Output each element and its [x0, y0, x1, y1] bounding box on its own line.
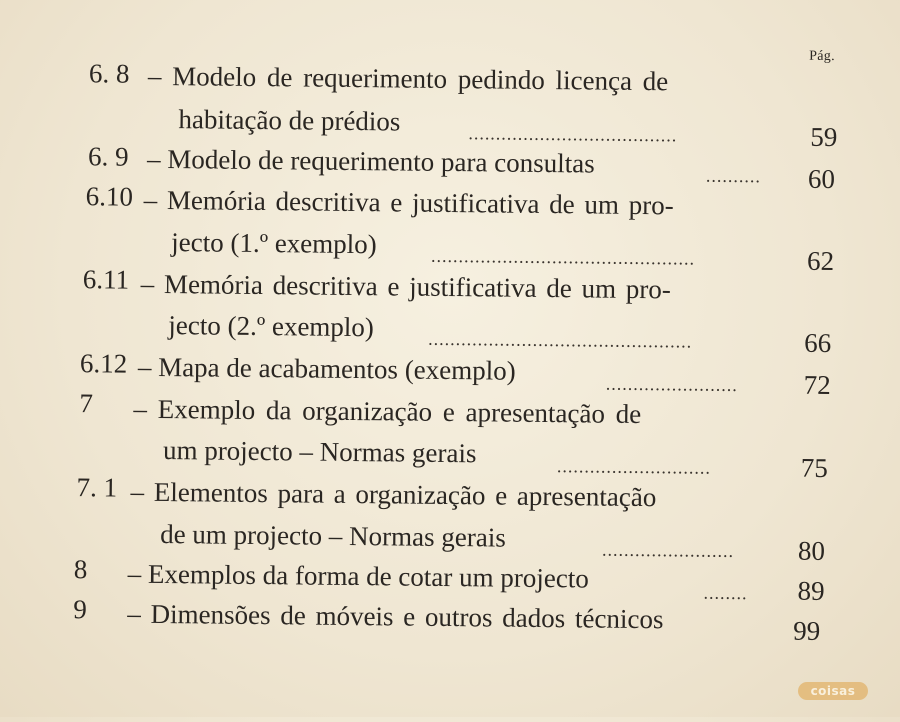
page-column-label: Pág. — [809, 48, 835, 65]
entry-title-line1: – Memória descritiva e justificativa de um pro- — [140, 268, 672, 305]
entry-number: 8 — [73, 554, 88, 585]
leader-dots: ............................ — [556, 456, 711, 478]
entry-page-number: 99 — [793, 615, 821, 646]
entry-page-number: 59 — [810, 121, 838, 153]
watermark-text: coisas — [810, 684, 856, 698]
entry-title-line2: um projecto – Normas gerais — [162, 435, 477, 469]
entry-number: 7 — [79, 388, 94, 419]
entry-page-number: 72 — [803, 369, 831, 400]
entry-title-line1: – Mapa de acabamentos (exemplo) — [137, 351, 516, 386]
entry-title-line1: – Exemplos da forma de cotar um projecto — [127, 558, 589, 594]
entry-number: 6. 8 — [88, 58, 130, 89]
entry-page-number: 62 — [806, 245, 835, 277]
entry-title-line2: de um projecto – Normas gerais — [160, 518, 506, 553]
entry-title-line1: – Dimensões de móveis e outros dados técnicos — [127, 598, 664, 635]
entry-number: 6.12 — [79, 348, 128, 379]
entry-title-line1: – Exemplo da organização e apresentação de — [133, 393, 642, 430]
leader-dots: ........................ — [605, 373, 738, 396]
watermark-logo — [798, 682, 868, 700]
leader-dots: ...................................... — [468, 123, 678, 146]
leader-dots: ........ — [703, 582, 748, 604]
entry-title-line1: – Modelo de requerimento para consultas — [146, 143, 595, 179]
leader-dots: ................................................ — [430, 245, 696, 269]
entry-number: 7. 1 — [76, 472, 118, 503]
entry-number: 6.10 — [85, 181, 134, 212]
entry-title-line1: – Memória descritiva e justificativa de um pro- — [143, 184, 674, 221]
entry-page-number: 89 — [797, 575, 825, 606]
entry-title-line2: jecto (1.º exemplo) — [171, 227, 377, 260]
entry-page-number: 66 — [804, 327, 832, 358]
entry-page-number: 75 — [800, 452, 829, 483]
entry-page-number: 80 — [797, 535, 826, 566]
leader-dots: ................................................ — [428, 328, 693, 352]
entry-number: 9 — [73, 594, 88, 625]
entry-number: 6. 9 — [87, 141, 129, 172]
entry-number: 6.11 — [82, 264, 130, 295]
entry-title-line1: – Modelo de requerimento pedindo licença de — [147, 60, 669, 97]
entry-title-line1: – Elementos para a organização e apresentação — [130, 476, 657, 513]
leader-dots: .......... — [705, 165, 762, 187]
entry-title-line2: habitação de prédios — [178, 104, 401, 137]
entry-title-line2: jecto (2.º exemplo) — [168, 310, 375, 343]
entry-page-number: 60 — [807, 163, 836, 195]
leader-dots: ........................ — [601, 539, 735, 561]
